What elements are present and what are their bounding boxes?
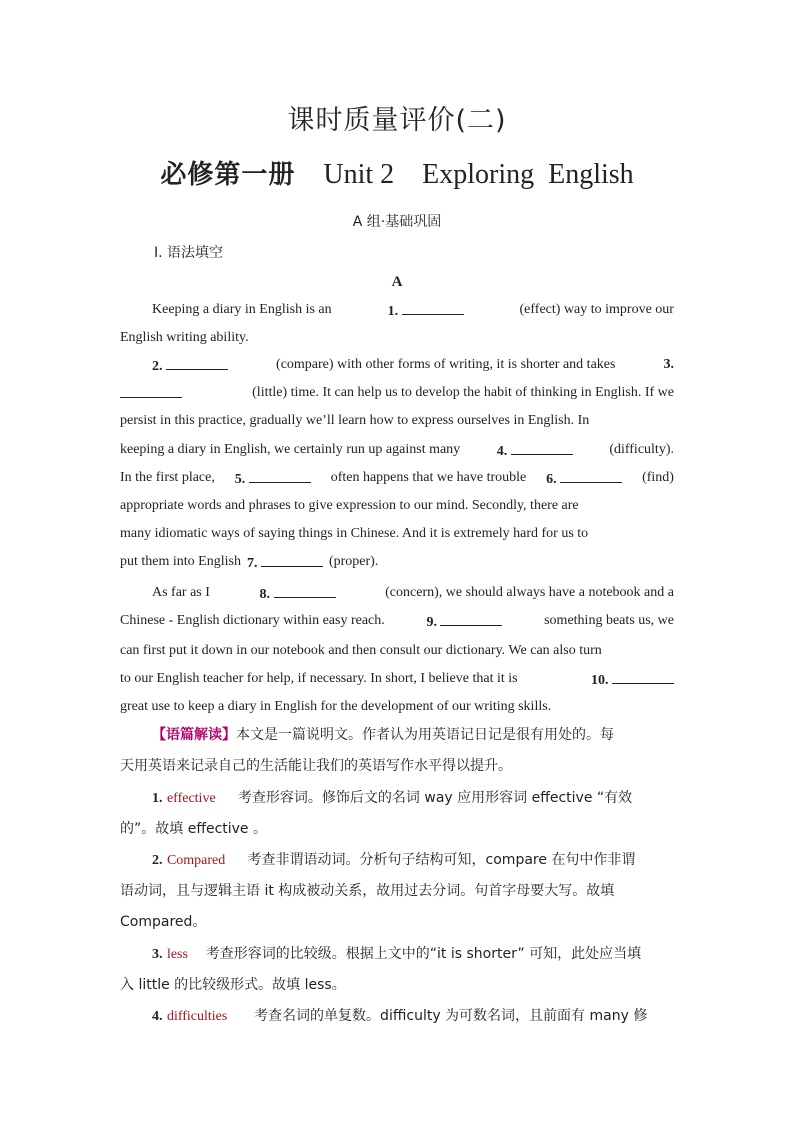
blank-number: 5. — [234, 472, 246, 487]
passage-line: put them into English 7. (proper). — [120, 554, 379, 571]
passage-line: 2. (compare) with other forms of writing, it is shorter and takes 3. — [152, 357, 674, 374]
answer-item: 1. effective 考查形容词。修饰后文的名词 way 应用形容词 effective “有效 — [152, 790, 633, 806]
answer-word: less — [166, 947, 188, 962]
blank-number: 3. — [663, 357, 674, 372]
blank-number: 7. — [246, 556, 258, 571]
blank-number: 4. — [496, 444, 508, 459]
answer-blank[interactable] — [440, 611, 502, 626]
answer-blank[interactable] — [511, 440, 573, 455]
answer-word: difficulties — [166, 1009, 228, 1024]
passage-letter: A — [391, 274, 403, 290]
passage-line: English writing ability. — [120, 330, 249, 345]
answer-blank[interactable] — [249, 468, 311, 483]
passage-line: great use to keep a diary in English for the development of our writing skills. — [120, 699, 552, 714]
reading-note: 【语篇解读】本文是一篇说明文。作者认为用英语记日记是很有用处的。每 — [152, 727, 614, 743]
answer-item: 2. Compared 考查非谓语动词。分析句子结构可知，compare 在句中作非谓 — [152, 852, 636, 868]
passage-line: many idiomatic ways of saying things in Chinese. And it is extremely hard for us to — [120, 526, 589, 541]
passage-line: appropriate words and phrases to give expression to our mind. Secondly, there are — [120, 498, 579, 513]
blank-number: 1. — [387, 304, 399, 319]
answer-blank[interactable] — [261, 552, 323, 567]
passage-line: As far as I 8. (concern), we should always have a notebook and a — [152, 585, 674, 602]
passage-line: Chinese - English dictionary within easy reach. 9. something beats us, we — [120, 613, 674, 630]
answer-blank[interactable] — [612, 669, 674, 684]
passage-line: In the first place, 5. often happens that we have trouble 6. (find) — [120, 470, 674, 487]
passage-line: keeping a diary in English, we certainly run up against many 4. (difficulty). — [120, 442, 674, 459]
blank-number: 6. — [546, 472, 557, 487]
answer-blank[interactable] — [274, 583, 336, 598]
blank-number: 2. — [152, 359, 163, 374]
blank-number: 9. — [426, 615, 437, 630]
passage-line: to our English teacher for help, if necessary. In short, I believe that it is 10. — [120, 669, 674, 689]
answer-item: 入 little 的比较级形式。故填 less。 — [120, 977, 346, 993]
answer-word: Compared — [166, 853, 226, 868]
answer-blank[interactable] — [560, 468, 622, 483]
section-label: Ⅰ. 语法填空 — [154, 245, 224, 261]
reading-tag: 【语篇解读】 — [152, 727, 236, 743]
passage-line: (little) time. It can help us to develop the habit of thinking in English. If we — [120, 383, 674, 403]
passage-line: can first put it down in our notebook and then consult our dictionary. We can also turn — [120, 643, 602, 658]
passage-line: persist in this practice, gradually we’ll learn how to express ourselves in English. In — [120, 413, 590, 428]
book-name: 必修第一册 — [160, 160, 296, 190]
passage-line: Keeping a diary in English is an 1. (effect) way to improve our — [152, 302, 674, 319]
page-title: 课时质量评价(二) — [287, 105, 507, 136]
answer-item: 的”。故填 effective 。 — [120, 821, 267, 837]
reading-note: 天用英语来记录自己的生活能让我们的英语写作水平得以提升。 — [120, 758, 512, 774]
group-label: A 组·基础巩固 — [352, 214, 442, 230]
answer-item: 4. difficulties 考查名词的单复数。difficulty 为可数名词，且前面有 many 修 — [152, 1008, 648, 1024]
answer-blank[interactable] — [166, 355, 228, 370]
answer-item: 3. less 考查形容词的比较级。根据上文中的“it is shorter” 可知，此处应当填 — [152, 946, 642, 962]
answer-item: Compared。 — [120, 914, 207, 930]
answer-blank[interactable] — [402, 300, 464, 315]
unit-title: Exploring English — [422, 159, 634, 190]
unit-heading — [120, 154, 674, 191]
answer-blank[interactable] — [120, 383, 182, 398]
blank-number: 10. — [591, 673, 609, 688]
unit-number: Unit 2 — [323, 159, 395, 190]
answer-item: 语动词，且与逻辑主语 it 构成被动关系，故用过去分词。句首字母要大写。故填 — [120, 883, 615, 899]
blank-number: 8. — [259, 587, 271, 602]
answer-word: effective — [166, 791, 216, 806]
